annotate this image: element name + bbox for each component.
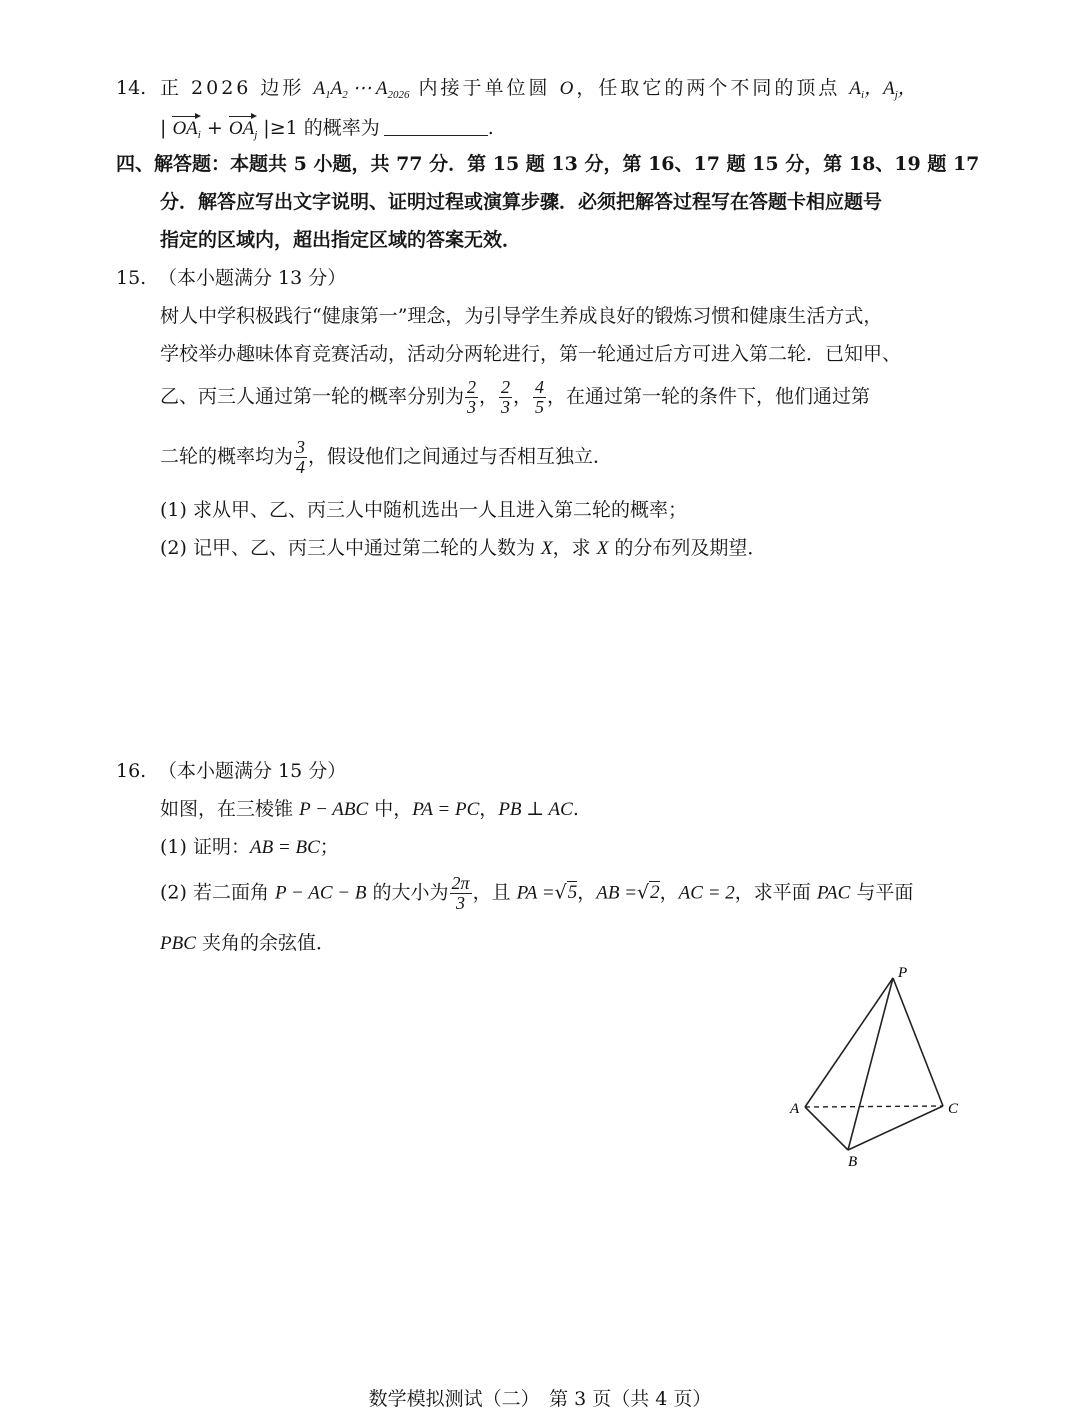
edge-pb [848, 978, 893, 1150]
q16-number: 16. [116, 760, 147, 782]
edge-bc [848, 1106, 943, 1150]
label-c: C [948, 1101, 959, 1117]
fraction: $\frac{2\pi}{3}$ [451, 873, 470, 913]
section-4-line-3: 指定的区域内，超出指定区域的答案无效． [160, 229, 522, 251]
polygon-name: $A_1A_2$ ⋯ $A_{2026}$ [313, 78, 410, 101]
edge-pc [893, 978, 943, 1106]
edge-pa [805, 978, 893, 1107]
q15-line-1: 树人中学积极践行“健康第一”理念，为引导学生养成良好的锻炼习惯和健康生活方式， [160, 305, 883, 327]
q15-part-1: (1) 求从甲、乙、丙三人中随机选出一人且进入第二轮的概率； [160, 499, 687, 521]
q14-number: 14. [116, 77, 147, 99]
fraction: $\frac{3}{4}$ [296, 437, 306, 477]
section-4-line-1: 四、解答题：本题共 5 小题，共 77 分．第 15 题 13 分，第 16、17 题 15 分，第 18、19 题 17 [116, 153, 980, 175]
label-b: B [848, 1154, 858, 1170]
answer-blank[interactable] [384, 117, 488, 136]
q15-score: （本小题满分 13 分） [158, 267, 347, 289]
pyramid-figure [780, 960, 980, 1170]
edge-ac-hidden [805, 1106, 943, 1107]
vector-oa-j: $OA_j$ [228, 118, 258, 141]
label-p: P [898, 965, 908, 981]
fraction: $\frac{4}{5}$ [535, 377, 545, 417]
label-a: A [790, 1101, 800, 1117]
q16-line-1: 如图，在三棱锥 P − ABC 中，PA = PC，PB ⊥ AC. [160, 798, 579, 820]
q15-line-2: 学校举办趣味体育竞赛活动，活动分两轮进行，第一轮通过后方可进入第二轮．已知甲、 [160, 343, 902, 365]
section-4-line-2: 分．解答应写出文字说明、证明过程或演算步骤．必须把解答过程写在答题卡相应题号 [160, 191, 883, 213]
q15-part-2: (2) 记甲、乙、丙三人中通过第二轮的人数为 X，求 X 的分布列及期望． [160, 537, 767, 559]
q15-line-3: 乙、丙三人通过第一轮的概率分别为 $\frac{2}{3}$ ， $\frac{2}{3}$ ， $\frac{4}{5}$ ，在通过第一轮的条件下，他们通过第 [160, 377, 871, 417]
q15-line-4: 二轮的概率均为 $\frac{3}{4}$ ，假设他们之间通过与否相互独立． [160, 437, 613, 477]
q16-part-1: (1) 证明：AB = BC； [160, 836, 339, 858]
fraction: $\frac{2}{3}$ [501, 377, 511, 417]
q16-score: （本小题满分 15 分） [158, 760, 347, 782]
fraction: $\frac{2}{3}$ [467, 377, 477, 417]
q15-number: 15. [116, 267, 147, 289]
edge-ab [805, 1107, 848, 1150]
q16-part-2: (2) 若二面角 P − AC − B 的大小为 $\frac{2\pi}{3}$ ，且 PA =√5，AB =√2，AC = 2，求平面 PAC 与平面 [160, 873, 914, 913]
exam-page: 14. 正 2026 边形 $A_1A_2$ ⋯ $A_{2026}$ 内接于单位圆 O，任取它的两个不同的顶点 $A_i$，$A_j$， | $OA_i + OA_j$ |≥1 的概率为 . 四、解答题：本题共 5 小题，共 77 分．第 15 题 13 分，第 16、17 题 15 分，第 18、19 题 17 分．解答应写出文字说明、证明过程或演算步骤．必须把解答过程写在答题卡相应题号 指定的区域内，超出指定区域的答案无效． 15. （本小题满分 13 分） 树人中学积极践行“健康第一”理念，为引导学生养成良好的锻炼习惯和健康生活方式， 学校举办趣味体育竞赛活动，活动分两轮进行，第一轮通过后方可进入第二轮．已知甲、 乙、丙三人通过第一轮的概率分别为 $\frac{2}{3}$ ， $\frac{2}{3}$ ， $\frac{4}{5}$ ，在通过第一轮的条件下，他们通过第 二轮的概率均为 $\frac{3}{4}$ ，假设他们之间通过与否相互独立． (1) 求从甲、乙、丙三人中随机选出一人且进入第二轮的概率； (2) 记甲、乙、丙三人中通过第二轮的人数为 X，求 X 的分布列及期望． 16. （本小题满分 15 分） 如图，在三棱锥 P − ABC 中，PA = PC，PB ⊥ AC. (1) 证明：AB = BC； (2) 若二面角 P − AC − B 的大小为 $\frac{2\pi}{3}$ ，且 PA =√5，AB =√2，AC = 2，求平面 PAC 与平面 PBC 夹角的余弦值． P A B C 数学模拟测试（二） 第 3 页（共 4 页） [0, 0, 1080, 1427]
page-footer: 数学模拟测试（二） 第 3 页（共 4 页） [368, 1388, 712, 1410]
q16-line-last: PBC 夹角的余弦值． [160, 932, 335, 954]
vector-oa-i: $OA_i$ [172, 118, 201, 141]
